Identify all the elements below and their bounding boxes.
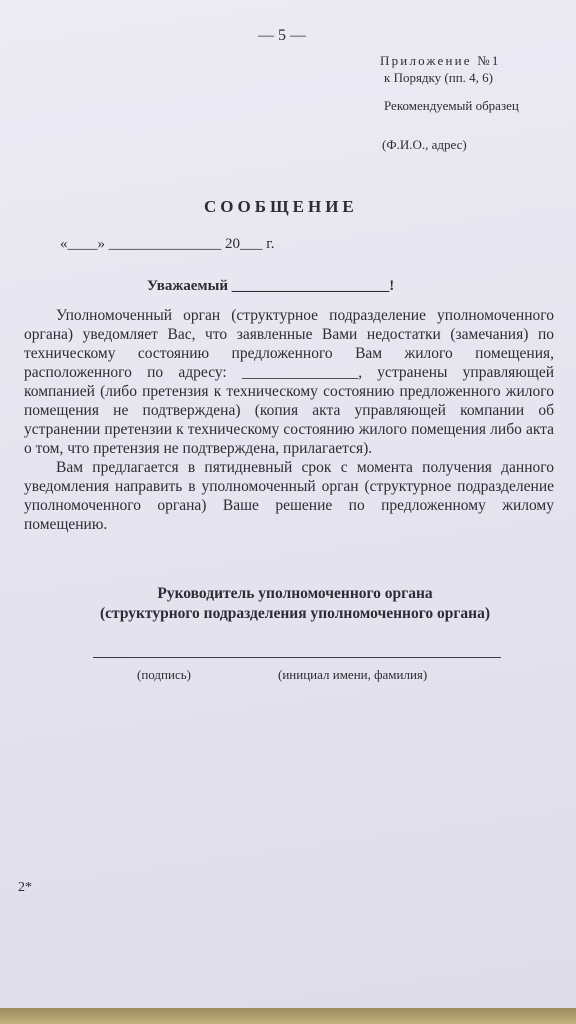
page-number: — 5 — bbox=[258, 27, 306, 44]
signature-label: (подпись) bbox=[137, 667, 191, 682]
greeting: Уважаемый _____________________! bbox=[147, 278, 395, 294]
table-surface bbox=[0, 1008, 576, 1024]
signature-line bbox=[93, 657, 501, 658]
signature-title bbox=[60, 584, 530, 624]
signature-title-line-1: Руководитель уполномоченного органа bbox=[157, 585, 433, 602]
signature-title-line-2: (структурного подразделения уполномоченного органа) bbox=[99, 605, 490, 622]
footer-mark: 2* bbox=[18, 880, 32, 895]
appendix-subtitle: к Порядку (пп. 4, 6) bbox=[384, 70, 494, 85]
paragraph-request: Вам предлагается в пятидневный срок с момента получения данного уведомления направить в уполномоченный орган (структурное подразделение уполномоченного органа) Ваше решение по предложенному жилому помещению. bbox=[24, 459, 554, 533]
recipient-hint: (Ф.И.О., адрес) bbox=[382, 137, 467, 152]
appendix-title: Приложение №1 bbox=[380, 53, 501, 68]
name-label: (инициал имени, фамилия) bbox=[278, 667, 428, 682]
message-body bbox=[24, 306, 554, 534]
document-title: СООБЩЕНИЕ bbox=[204, 197, 358, 216]
sample-label: Рекомендуемый образец bbox=[384, 98, 519, 113]
date-line: «____» _______________ 20___ г. bbox=[60, 236, 275, 252]
paragraph-notice: Уполномоченный орган (структурное подразделение уполномоченного органа) уведомляет Вас, что заявленные Вами недостатки (замечания) по техническому состоянию предложенного Вам жилого помещения, расположенного по адресу: _______________, устранены управляющей компанией (либо претензия к техническому состоянию предложенного жилого помещения не подтверждена) (копия акта управляющей компании об устранении претензии к техническому состоянию жилого помещения либо акта о том, что претензия не подтверждена, прилагается). bbox=[24, 307, 554, 457]
